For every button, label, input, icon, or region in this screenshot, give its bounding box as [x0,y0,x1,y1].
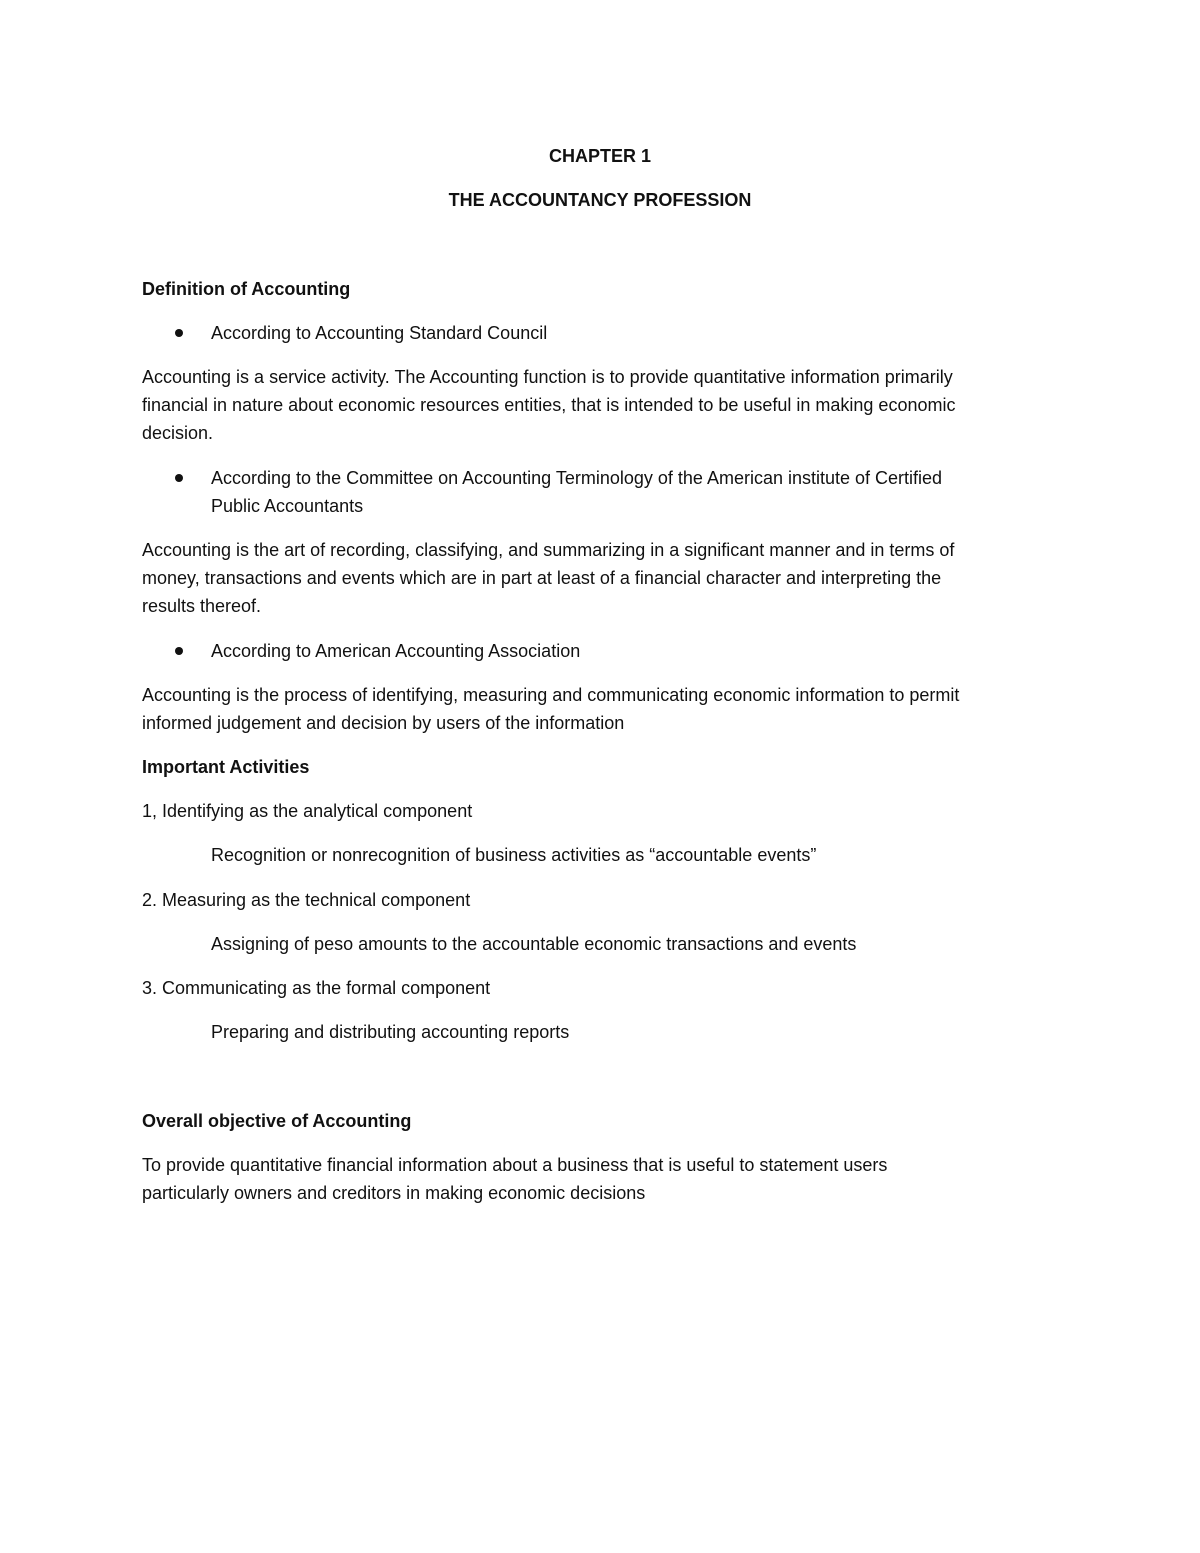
chapter-label: CHAPTER 1 [548,146,651,166]
definition-text-line: Accounting is the process of identifying, measuring and communicating economic information to permit [142,685,960,705]
definition-text-line: informed judgement and decision by users of the information [142,713,625,733]
bullet-icon [175,474,183,482]
definition-source: Public Accountants [211,496,364,516]
definition-heading: Definition of Accounting [142,279,351,299]
definition-text-line: money, transactions and events which are in part at least of a financial character and interpreting the [142,568,942,588]
bullet-icon [175,329,183,337]
definition-source: According to Accounting Standard Council [211,323,548,343]
definition-source: According to the Committee on Accounting Terminology of the American institute of Certified [211,468,943,488]
bullet-icon [175,647,183,655]
activity-detail: Assigning of peso amounts to the accountable economic transactions and events [211,934,857,954]
page-title: THE ACCOUNTANCY PROFESSION [448,190,752,210]
definition-text-line: Accounting is a service activity. The Accounting function is to provide quantitative information primarily [142,367,953,387]
activity-detail: Recognition or nonrecognition of business activities as “accountable events” [211,845,817,865]
definition-source: According to American Accounting Association [211,641,581,661]
activity-detail: Preparing and distributing accounting reports [211,1022,570,1042]
activities-heading: Important Activities [142,757,310,777]
objective-heading: Overall objective of Accounting [142,1111,412,1131]
definition-text-line: financial in nature about economic resources entities, that is intended to be useful in making economic [142,395,956,415]
definition-text-line: results thereof. [142,596,262,616]
objective-text-line: particularly owners and creditors in making economic decisions [142,1183,646,1203]
activity-label: 1, Identifying as the analytical component [142,801,473,821]
objective-text-line: To provide quantitative financial information about a business that is useful to statement users [142,1155,888,1175]
definition-text-line: Accounting is the art of recording, classifying, and summarizing in a significant manner and in terms of [142,540,955,560]
activity-label: 2. Measuring as the technical component [142,890,471,910]
activity-label: 3. Communicating as the formal component [142,978,491,998]
definition-text-line: decision. [142,423,214,443]
